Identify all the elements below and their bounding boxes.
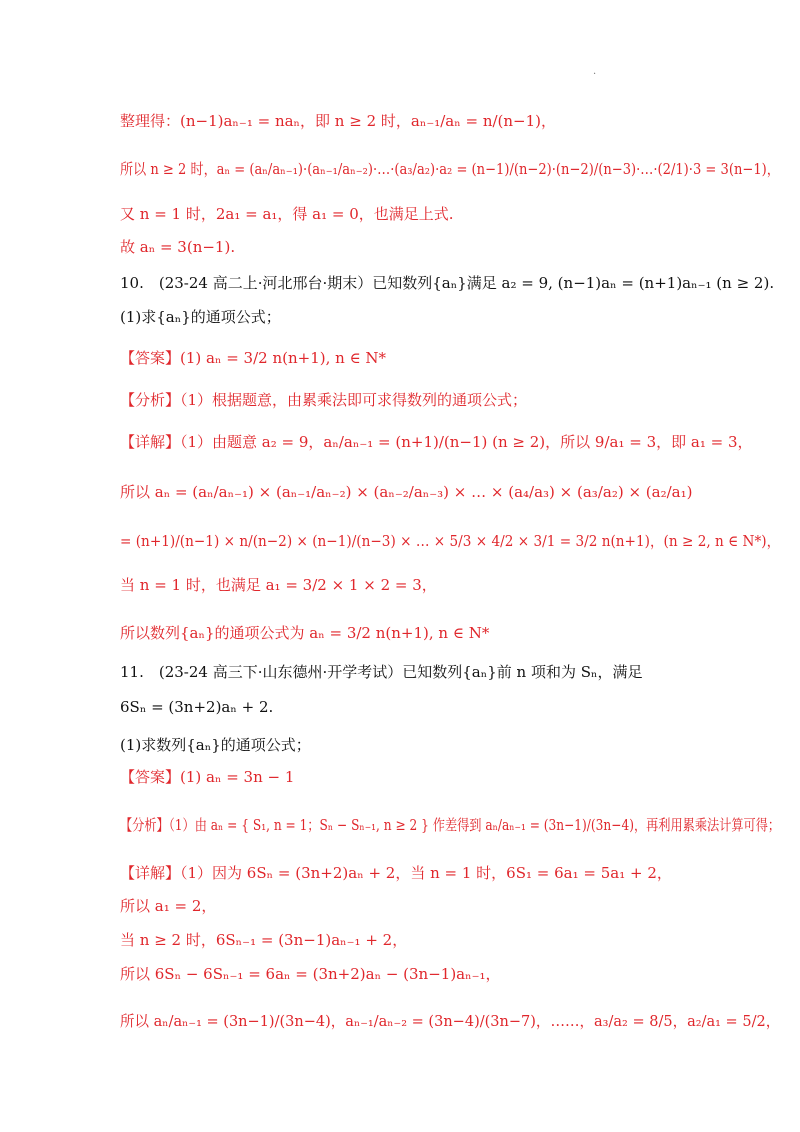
question-11-stem: 11. (23-24 高三下·山东德州·开学考试）已知数列{aₙ}前 n 项和为 Sₙ，满足 bbox=[120, 663, 643, 681]
solution-10-line-2: 所以 aₙ = (aₙ/aₙ₋₁) × (aₙ₋₁/aₙ₋₂) × (aₙ₋₂/aₙ₋₃) × … × (a₄/a₃) × (a₃/a₂) × (a₂/a₁) bbox=[120, 483, 693, 501]
answer-10: 【答案】(1) aₙ = 3/2 n(n+1), n ∈ N* bbox=[120, 349, 387, 367]
analysis-10: 【分析】（1）根据题意，由累乘法即可求得数列的通项公式； bbox=[120, 391, 528, 409]
solution-11-line-1: 【详解】（1）因为 6Sₙ = (3n+2)aₙ + 2，当 n = 1 时，6S₁ = 6a₁ = 5a₁ + 2， bbox=[120, 864, 672, 882]
analysis-11: 【分析】（1）由 aₙ = { S₁, n = 1；Sₙ − Sₙ₋₁, n ≥ 2 } 作差得到 aₙ/aₙ₋₁ = (3n−1)/(3n−4)，再利用累乘法计算可得； bbox=[120, 816, 781, 834]
question-10-stem: 10. (23-24 高二上·河北邢台·期末）已知数列{aₙ}满足 a₂ = 9, (n−1)aₙ = (n+1)aₙ₋₁ (n ≥ 2). bbox=[120, 274, 775, 292]
solution-11-line-2: 所以 a₁ = 2， bbox=[120, 897, 217, 915]
solution-10-line-4: 当 n = 1 时，也满足 a₁ = 3/2 × 1 × 2 = 3， bbox=[120, 576, 437, 594]
solution-10-line-5: 所以数列{aₙ}的通项公式为 aₙ = 3/2 n(n+1), n ∈ N* bbox=[120, 624, 490, 642]
question-11-equation: 6Sₙ = (3n+2)aₙ + 2. bbox=[120, 698, 274, 716]
answer-11: 【答案】(1) aₙ = 3n − 1 bbox=[120, 768, 295, 786]
solution-11-line-4: 所以 6Sₙ − 6Sₙ₋₁ = 6aₙ = (3n+2)aₙ − (3n−1)aₙ₋₁， bbox=[120, 965, 501, 983]
question-11-part-1: (1)求数列{aₙ}的通项公式； bbox=[120, 736, 311, 754]
text-line-2: 所以 n ≥ 2 时，aₙ = (aₙ/aₙ₋₁)·(aₙ₋₁/aₙ₋₂)·…·(a₃/a₂)·a₂ = (n−1)/(n−2)·(n−2)/(n−3)·…·(2/1)·3 = 3(n−1)， bbox=[120, 160, 780, 178]
solution-11-line-3: 当 n ≥ 2 时，6Sₙ₋₁ = (3n−1)aₙ₋₁ + 2， bbox=[120, 931, 408, 949]
text-line-4: 故 aₙ = 3(n−1). bbox=[120, 238, 236, 256]
text-line-1: 整理得：(n−1)aₙ₋₁ = naₙ，即 n ≥ 2 时，aₙ₋₁/aₙ = n/(n−1)， bbox=[120, 112, 557, 130]
question-10-part-1: (1)求{aₙ}的通项公式； bbox=[120, 308, 281, 326]
page-marker: . bbox=[593, 66, 597, 77]
solution-11-line-5: 所以 aₙ/aₙ₋₁ = (3n−1)/(3n−4)，aₙ₋₁/aₙ₋₂ = (3n−4)/(3n−7)，……，a₃/a₂ = 8/5，a₂/a₁ = 5/2， bbox=[120, 1012, 781, 1030]
solution-10-line-3: = (n+1)/(n−1) × n/(n−2) × (n−1)/(n−3) × … × 5/3 × 4/2 × 3/1 = 3/2 n(n+1)，(n ≥ 2, n ∈ N*)， bbox=[120, 532, 781, 550]
solution-10-line-1: 【详解】（1）由题意 a₂ = 9，aₙ/aₙ₋₁ = (n+1)/(n−1) (n ≥ 2)，所以 9/a₁ = 3，即 a₁ = 3， bbox=[120, 433, 753, 451]
text-line-3: 又 n = 1 时，2a₁ = a₁，得 a₁ = 0，也满足上式. bbox=[120, 205, 454, 223]
